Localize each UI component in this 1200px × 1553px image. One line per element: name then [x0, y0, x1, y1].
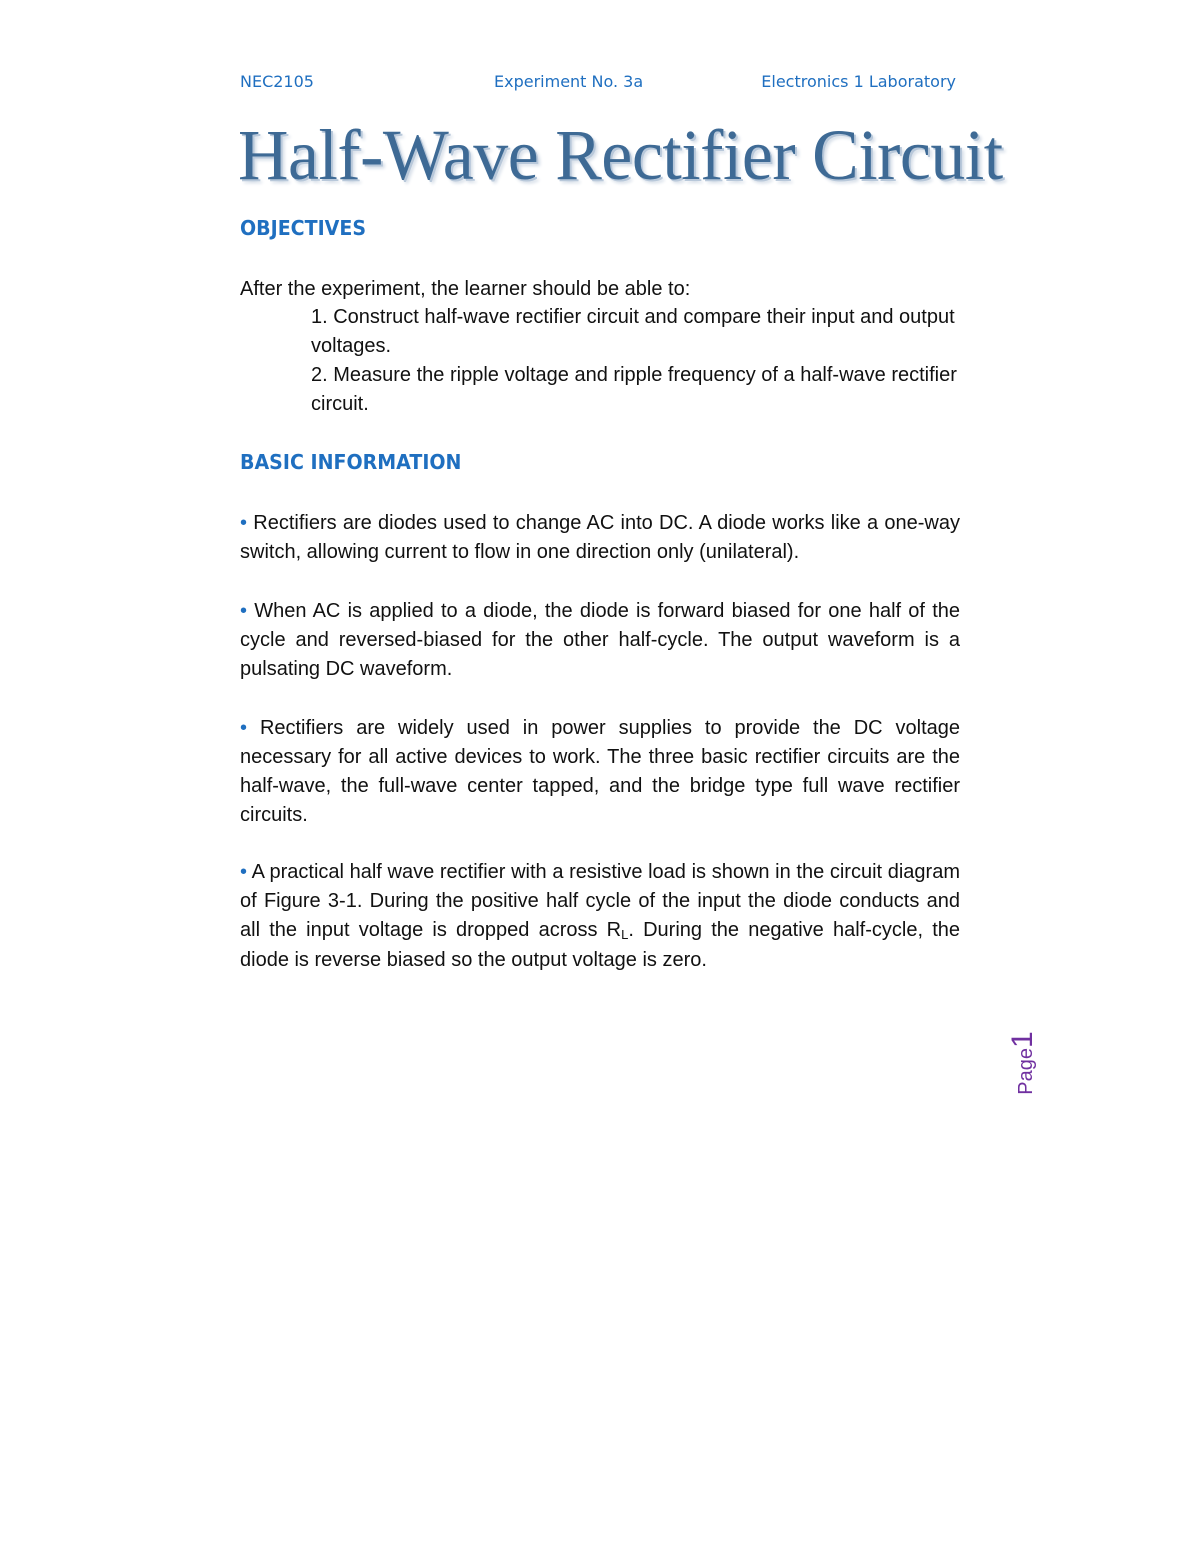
info-paragraph-text: When AC is applied to a diode, the diode is forward biased for one half of the cycle and reversed-biased for the other half-cycle. The output waveform is a pulsating DC waveform. [240, 600, 960, 680]
info-paragraph [240, 858, 960, 975]
info-paragraph-text: Rectifiers are diodes used to change AC into DC. A diode works like a one-way switch, allowing current to flow in one direction only (unilateral). [240, 512, 960, 563]
page-header [240, 72, 960, 100]
bullet-icon: • [240, 717, 248, 739]
info-paragraph [240, 714, 960, 830]
info-paragraph [240, 597, 960, 684]
objectives-heading: OBJECTIVES [240, 216, 367, 240]
header-lab-name: Electronics 1 Laboratory [761, 72, 956, 91]
objectives-intro: After the experiment, the learner should be able to: [240, 278, 691, 300]
document-title: Half-Wave Rectifier Circuit [238, 115, 1003, 195]
bullet-icon: • [240, 600, 248, 622]
info-paragraph-text-end: . During the negative half-cycle, the diode is reverse biased so the output voltage is zero. [240, 919, 960, 971]
page-word: Page [1015, 1047, 1037, 1095]
bullet-icon: • [240, 512, 248, 534]
info-paragraph-text: A practical half wave rectifier with a resistive load is shown in the circuit diagram of Figure 3-1. During the positive half cycle of the input the diode conducts and all the input voltage is dropped across R [240, 861, 960, 941]
header-experiment-number: Experiment No. 3a [494, 72, 644, 91]
bullet-icon: • [240, 861, 248, 883]
subscript-l: L [621, 927, 629, 942]
info-paragraph-text: Rectifiers are widely used in power supplies to provide the DC voltage necessary for all active devices to work. The three basic rectifier circuits are the half-wave, the full-wave center tapped, and the bridge type full wave rectifier circuits. [240, 717, 961, 826]
info-paragraph [240, 509, 960, 567]
basic-information-heading: BASIC INFORMATION [240, 450, 462, 474]
page-number: 1 [1006, 1031, 1039, 1048]
objective-item: 1. Construct half-wave rectifier circuit and compare their input and output voltages. [311, 306, 955, 357]
objective-item: 2. Measure the ripple voltage and ripple frequency of a half-wave rectifier circuit. [311, 364, 957, 415]
header-course-code: NEC2105 [240, 72, 314, 91]
page-number-label [1006, 1030, 1040, 1096]
